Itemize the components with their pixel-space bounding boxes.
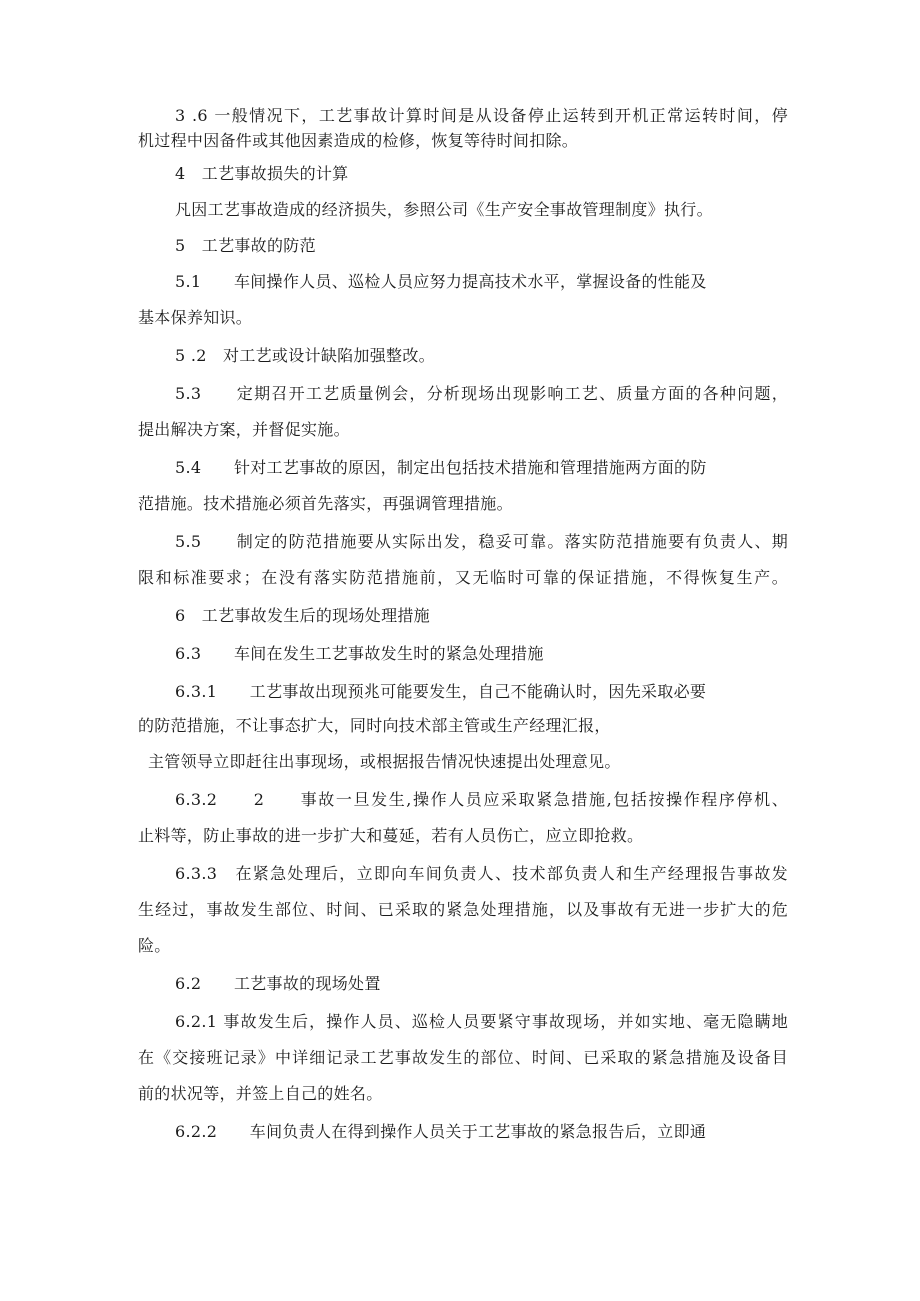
para-6-2-2-line-1: 6.2.2 车间负责人在得到操作人员关于工艺事故的紧急报告后，立即通 (175, 1122, 707, 1141)
para-5-2: 5 .2 对工艺或设计缺陷加强整改。 (175, 346, 435, 365)
para-6-2-1-line-3: 前的状况等，并签上自己的姓名。 (138, 1084, 383, 1103)
para-6-2-1-line-1: 6.2.1 事故发生后，操作人员、巡检人员要紧守事故现场，并如实地、毫无隐瞒地 (175, 1012, 788, 1031)
para-6-3-3-line-2: 生经过，事故发生部位、时间、已采取的紧急处理措施，以及事故有无进一步扩大的危 (138, 900, 788, 919)
para-5-4-line-2: 范措施。技术措施必须首先落实，再强调管理措施。 (138, 494, 513, 513)
heading-6: 6 工艺事故发生后的现场处理措施 (175, 606, 430, 625)
para-5-4-line-1: 5.4 针对工艺事故的原因，制定出包括技术措施和管理措施两方面的防 (175, 458, 707, 477)
para-6-3-3-line-3: 险。 (138, 936, 171, 955)
para-3-6-line-1: 3 .6 一般情况下，工艺事故计算时间是从设备停止运转到开机正常运转时间，停 (175, 106, 788, 125)
para-5-5-line-1: 5.5 制定的防范措施要从实际出发，稳妥可靠。落实防范措施要有负责人、期 (175, 532, 788, 551)
para-6-3-1-line-2: 的防范措施，不让事态扩大，同时向技术部主管或生产经理汇报， (138, 716, 611, 735)
para-6-3-1-line-1: 6.3.1 工艺事故出现预兆可能要发生，自己不能确认时，因先采取必要 (175, 682, 707, 701)
heading-6-3: 6.3 车间在发生工艺事故发生时的紧急处理措施 (175, 644, 544, 663)
para-5-3-line-2: 提出解决方案，并督促实施。 (138, 420, 350, 439)
heading-4: 4 工艺事故损失的计算 (175, 164, 349, 183)
heading-5: 5 工艺事故的防范 (175, 236, 316, 255)
para-6-3-3-line-1: 6.3.3 在紧急处理后，立即向车间负责人、技术部负责人和生产经理报告事故发 (175, 864, 788, 883)
para-5-1-line-1: 5.1 车间操作人员、巡检人员应努力提高技术水平，掌握设备的性能及 (175, 272, 707, 291)
para-5-1-line-2: 基本保养知识。 (138, 308, 253, 327)
para-3-6-line-2: 机过程中因备件或其他因素造成的检修，恢复等待时间扣除。 (138, 131, 579, 150)
para-5-3-line-1: 5.3 定期召开工艺质量例会，分析现场出现影响工艺、质量方面的各种问题， (175, 384, 788, 403)
heading-6-2: 6.2 工艺事故的现场处置 (175, 974, 381, 993)
para-6-3-2-line-1: 6.3.2 2 事故一旦发生,操作人员应采取紧急措施,包括按操作程序停机、 (175, 790, 788, 809)
para-6-3-1-line-3: 主管领导立即赶往出事现场，或根据报告情况快速提出处理意见。 (148, 752, 621, 771)
para-6-2-1-line-2: 在《交接班记录》中详细记录工艺事故发生的部位、时间、已采取的紧急措施及设备目 (138, 1048, 788, 1067)
para-5-5-line-2: 限和标准要求；在没有落实防范措施前，又无临时可靠的保证措施，不得恢复生产。 (138, 568, 788, 587)
para-6-3-2-line-2: 止料等，防止事故的进一步扩大和蔓延，若有人员伤亡，应立即抢救。 (138, 826, 644, 845)
para-4-line-1: 凡因工艺事故造成的经济损失，参照公司《生产安全事故管理制度》执行。 (175, 200, 713, 219)
